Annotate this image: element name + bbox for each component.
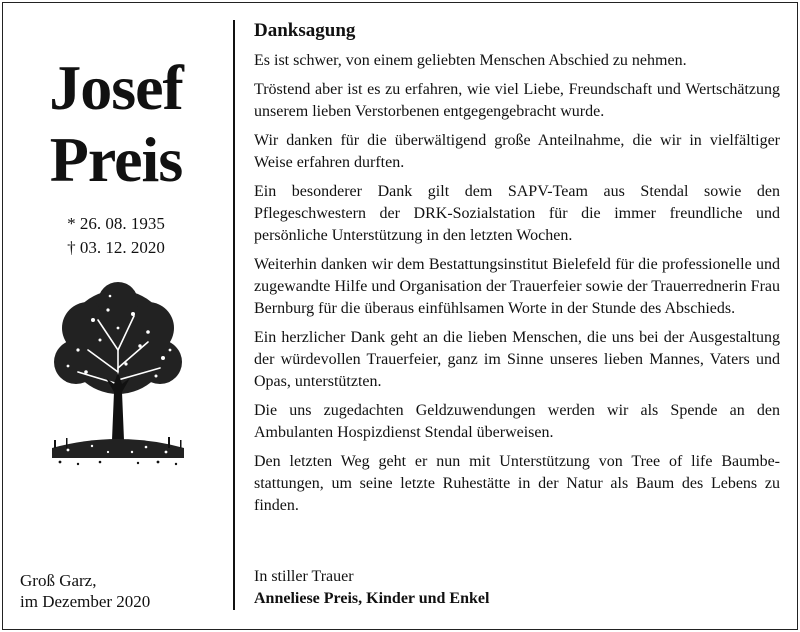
life-dates <box>0 212 232 260</box>
signature: Anneliese Preis, Kinder und Enkel <box>254 590 490 607</box>
paragraph: Wir danken für die überwältigend große Anteilnahme, die wir in vielfältiger Weise erfahren durften. <box>254 132 780 171</box>
birth-date: * 26. 08. 1935 <box>67 214 165 233</box>
date-line: im Dezember 2020 <box>20 592 151 611</box>
last-name: Preis <box>49 124 183 195</box>
paragraph: Es ist schwer, von einem geliebten Menschen Abschied zu nehmen. <box>254 52 687 69</box>
place-and-date <box>20 570 150 612</box>
paragraph: Die uns zugedachten Geldzuwendungen werden wir als Spende an den Ambulanten Hospizdienst Stendal überweisen. <box>254 402 780 441</box>
paragraph: Den letzten Weg geht er nun mit Unterstützung von Tree of life Baumbestattungen, um seine letzte Ruhestätte in der Natur als Baum des Lebens zu finden. <box>254 453 780 514</box>
column-divider <box>233 20 235 610</box>
death-date: † 03. 12. 2020 <box>67 238 165 257</box>
paragraph: Tröstend aber ist es zu erfahren, wie viel Liebe, Freundschaft und Wertschätzung unserem lieben Verstorbenen entgegengebracht wurde. <box>254 81 780 120</box>
tree-icon <box>48 280 188 470</box>
left-column <box>0 0 232 632</box>
first-name: Josef <box>49 52 183 123</box>
paragraph: Ein besonderer Dank gilt dem SAPV-Team aus Stendal sowie den Pflegeschwestern der DRK-Sozialstation für die immer freundliche und persönliche Unterstützung in den letzten Wochen. <box>254 183 780 244</box>
heading: Danksagung <box>254 20 356 41</box>
paragraph: Ein herzlicher Dank geht an die lieben Menschen, die uns bei der Ausgestaltung der würdevollen Trauerfeier, ganz im Sinne unseres lieben Mannes, Vaters und Opas, unterstützten. <box>254 329 780 390</box>
closing-line: In stiller Trauer <box>254 568 354 585</box>
paragraph: Weiterhin danken wir dem Bestattungsinstitut Bielefeld für die professionelle und zugewandte Hilfe und Organisation der Trauerfeier sowie der Trauerrednerin Frau Bernburg für die überaus einfühlsamen Worte in der Stunde des Abschieds. <box>254 256 780 317</box>
place-line: Groß Garz, <box>20 571 97 590</box>
thanks-text <box>254 18 780 524</box>
closing-block <box>254 566 489 610</box>
